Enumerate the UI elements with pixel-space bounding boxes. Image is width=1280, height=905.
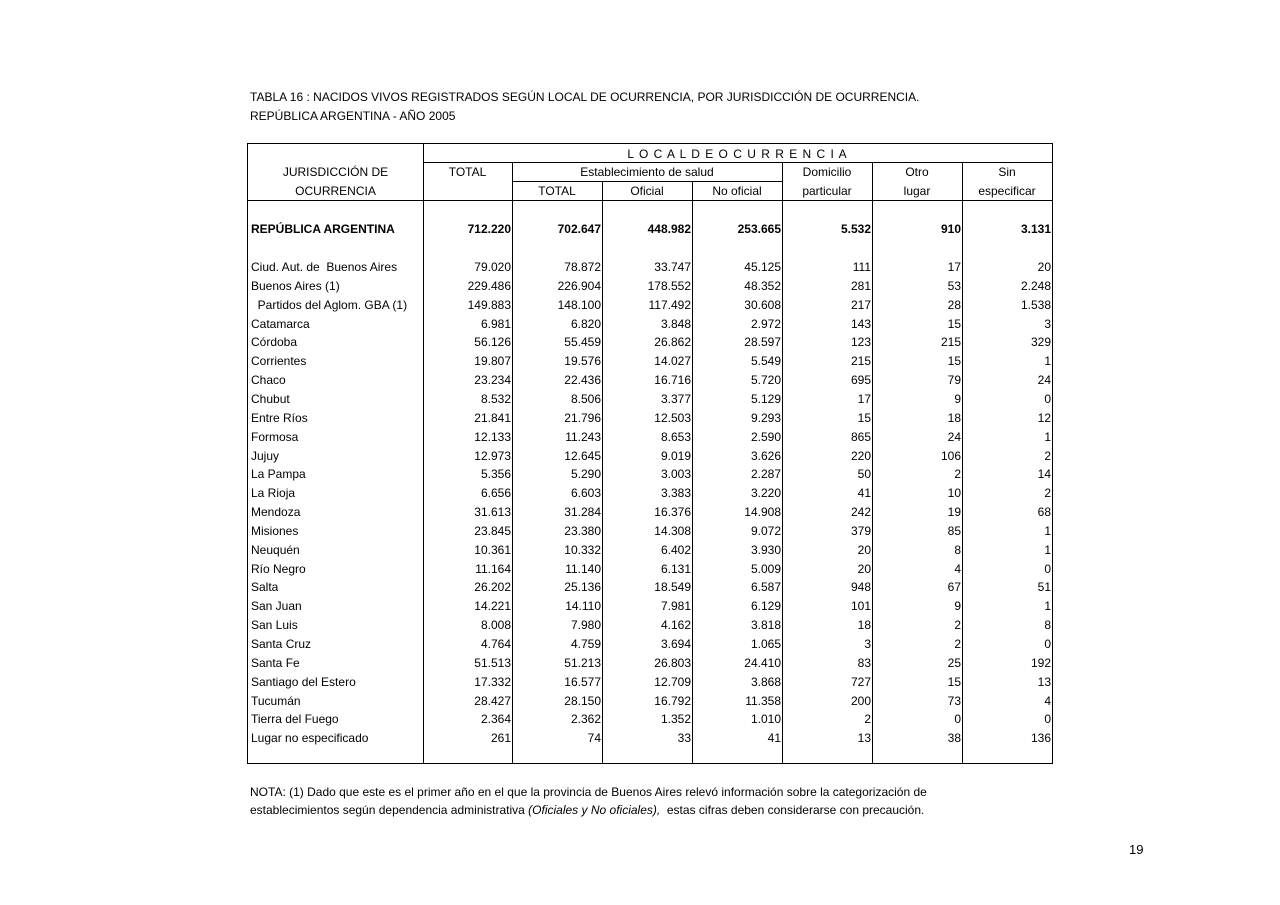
cell-domicilio: 281 (850, 278, 871, 293)
cell-otro: 4 (954, 561, 961, 576)
cell-domicilio: 83 (857, 655, 871, 670)
cell-otro: 28 (947, 297, 961, 312)
cell-total: 6.981 (480, 316, 511, 331)
cell-oficial: 16.792 (654, 693, 691, 708)
cell-otro: 85 (947, 523, 961, 538)
cell-total: 2.364 (480, 712, 511, 727)
cell-otro: 9 (954, 599, 961, 614)
cell-total: 149.883 (467, 297, 511, 312)
cell-jurisdiccion: San Luis (251, 618, 298, 633)
table-row (248, 522, 1054, 541)
cell-otro: 910 (940, 222, 961, 236)
table-row (248, 654, 1054, 673)
cell-total: 14.221 (474, 599, 511, 614)
cell-otro: 2 (954, 637, 961, 651)
cell-domicilio: 111 (852, 260, 871, 274)
cell-jurisdiccion: Santiago del Estero (251, 674, 356, 689)
cell-total: 26.202 (474, 580, 511, 595)
cell-total: 21.841 (474, 410, 511, 425)
cell-jurisdiccion: Formosa (251, 429, 299, 444)
cell-sin: 4 (1044, 693, 1051, 708)
header-domicilio-2: particular (802, 184, 852, 198)
cell-est-total: 74 (587, 731, 601, 746)
cell-jurisdiccion: Jujuy (251, 448, 280, 463)
cell-jurisdiccion: Mendoza (251, 505, 301, 520)
cell-domicilio: 41 (857, 486, 871, 501)
table-row (248, 428, 1054, 447)
cell-no-oficial: 45.125 (744, 260, 781, 274)
cell-total: 28.427 (474, 693, 511, 708)
cell-no-oficial: 3.626 (750, 448, 781, 463)
cell-est-total: 12.645 (564, 448, 601, 463)
cell-sin: 2 (1044, 486, 1051, 501)
cell-otro: 18 (947, 410, 961, 425)
cell-jurisdiccion: Chubut (251, 391, 290, 406)
cell-est-total: 19.576 (564, 354, 601, 369)
cell-domicilio: 101 (850, 599, 871, 614)
cell-est-total: 21.796 (564, 410, 601, 425)
cell-oficial: 3.694 (660, 637, 691, 651)
cell-est-total: 10.332 (564, 542, 601, 557)
cell-est-total: 11.140 (565, 561, 601, 576)
cell-otro: 79 (947, 373, 961, 388)
cell-oficial: 16.716 (654, 373, 691, 388)
cell-domicilio: 217 (850, 297, 871, 312)
cell-est-total: 2.362 (570, 712, 601, 727)
table-row (248, 560, 1054, 579)
header-oficial: Oficial (630, 184, 664, 198)
table-row (248, 390, 1054, 409)
cell-domicilio: 695 (850, 373, 871, 388)
cell-est-total: 28.150 (564, 693, 601, 708)
header-jurisdiccion-1: JURISDICCIÓN DE (282, 165, 389, 179)
cell-domicilio: 242 (850, 505, 871, 520)
cell-total: 4.764 (480, 637, 511, 651)
cell-no-oficial: 11.358 (745, 693, 781, 708)
cell-jurisdiccion: Chaco (251, 373, 286, 388)
cell-domicilio: 948 (850, 580, 871, 595)
header-total: TOTAL (448, 165, 487, 179)
cell-otro: 0 (954, 712, 961, 727)
cell-oficial: 3.383 (660, 486, 691, 501)
header-rule (248, 200, 1052, 201)
table-row (248, 258, 1054, 277)
cell-otro: 17 (947, 260, 961, 274)
cell-est-total: 5.290 (570, 467, 601, 482)
cell-jurisdiccion: Santa Fe (251, 655, 300, 670)
table-row (248, 597, 1054, 616)
cell-domicilio: 17 (857, 391, 871, 406)
table-row (248, 315, 1054, 334)
cell-sin: 0 (1044, 391, 1051, 406)
cell-otro: 8 (954, 542, 961, 557)
cell-sin: 1.538 (1020, 297, 1051, 312)
cell-oficial: 178.552 (647, 278, 691, 293)
table-row (248, 333, 1054, 352)
cell-est-total: 8.506 (570, 391, 601, 406)
cell-otro: 53 (947, 278, 961, 293)
cell-oficial: 3.003 (660, 467, 691, 482)
cell-otro: 25 (947, 655, 961, 670)
data-table (247, 143, 1053, 764)
cell-sin: 136 (1030, 731, 1051, 746)
header-domicilio-1: Domicilio (802, 165, 852, 179)
cell-jurisdiccion: La Rioja (251, 486, 296, 501)
cell-domicilio: 20 (857, 561, 871, 576)
cell-est-total: 25.136 (564, 580, 601, 595)
cell-jurisdiccion: Córdoba (251, 335, 298, 350)
cell-oficial: 7.981 (660, 599, 691, 614)
cell-no-oficial: 30.608 (744, 297, 781, 312)
cell-jurisdiccion: Catamarca (251, 316, 310, 331)
cell-no-oficial: 3.868 (750, 674, 781, 689)
cell-sin: 24 (1037, 373, 1051, 388)
cell-domicilio: 215 (850, 354, 871, 369)
table-row (248, 447, 1054, 466)
cell-domicilio: 18 (857, 618, 871, 633)
table-row (248, 409, 1054, 428)
cell-no-oficial: 3.220 (750, 486, 781, 501)
cell-jurisdiccion: San Juan (251, 599, 302, 614)
cell-oficial: 33 (677, 731, 691, 746)
cell-est-total: 55.459 (564, 335, 601, 350)
cell-sin: 13 (1037, 674, 1051, 689)
cell-total: 8.532 (480, 391, 511, 406)
cell-jurisdiccion: Corrientes (251, 354, 307, 369)
cell-est-total: 22.436 (564, 373, 601, 388)
cell-est-total: 6.820 (570, 316, 601, 331)
cell-est-total: 31.284 (564, 505, 601, 520)
cell-est-total: 148.100 (557, 297, 601, 312)
cell-no-oficial: 2.972 (750, 316, 781, 331)
cell-jurisdiccion: La Pampa (251, 467, 306, 482)
header-local-ocurrencia: L O C A L D E O C U R R E N C I A (627, 147, 848, 161)
cell-no-oficial: 14.908 (744, 505, 781, 520)
cell-est-total: 702.647 (557, 222, 601, 236)
cell-est-total: 7.980 (570, 618, 601, 633)
cell-sin: 12 (1037, 410, 1051, 425)
cell-no-oficial: 41 (767, 731, 781, 746)
cell-no-oficial: 2.287 (750, 467, 781, 482)
header-sin-1: Sin (998, 165, 1016, 179)
cell-no-oficial: 1.010 (750, 712, 781, 727)
cell-jurisdiccion: Ciud. Aut. de Buenos Aires (251, 260, 398, 274)
cell-oficial: 9.019 (660, 448, 691, 463)
cell-oficial: 12.709 (654, 674, 691, 689)
table-row (248, 541, 1054, 560)
cell-total: 8.008 (480, 618, 511, 633)
cell-jurisdiccion: Salta (251, 580, 279, 595)
header-jurisdiccion-2: OCURRENCIA (295, 184, 376, 198)
cell-otro: 67 (947, 580, 961, 595)
cell-domicilio: 727 (850, 674, 871, 689)
cell-otro: 15 (947, 354, 961, 369)
cell-total: 19.807 (474, 354, 511, 369)
cell-total: 261 (490, 731, 511, 746)
cell-est-total: 11.243 (565, 429, 601, 444)
cell-est-total: 23.380 (564, 523, 601, 538)
cell-jurisdiccion: Lugar no especificado (251, 731, 369, 746)
cell-sin: 14 (1037, 467, 1051, 482)
cell-sin: 329 (1030, 335, 1051, 350)
cell-oficial: 4.162 (660, 618, 691, 633)
cell-oficial: 3.377 (660, 391, 691, 406)
table-row (248, 729, 1054, 748)
cell-sin: 68 (1037, 505, 1051, 520)
table-row (248, 710, 1054, 729)
cell-no-oficial: 1.065 (750, 637, 781, 651)
cell-jurisdiccion: Entre Ríos (251, 410, 308, 425)
cell-total: 229.486 (467, 278, 511, 293)
cell-est-total: 14.110 (565, 599, 601, 614)
cell-oficial: 448.982 (647, 222, 691, 236)
cell-total: 56.126 (474, 335, 511, 350)
table-row (248, 352, 1054, 371)
table-title: TABLA 16 : NACIDOS VIVOS REGISTRADOS SEGÚN LOCAL DE OCURRENCIA, POR JURISDICCIÓN DE OCURRENCIA. (250, 90, 920, 104)
header-rule (512, 181, 782, 182)
cell-no-oficial: 28.597 (744, 335, 781, 350)
header-sin-2: especificar (978, 184, 1036, 198)
cell-total: 10.361 (474, 542, 511, 557)
cell-total: 712.220 (467, 222, 511, 236)
cell-est-total: 226.904 (557, 278, 601, 293)
cell-oficial: 12.503 (654, 410, 691, 425)
cell-est-total: 6.603 (570, 486, 601, 501)
cell-oficial: 6.402 (660, 542, 691, 557)
cell-otro: 24 (947, 429, 961, 444)
cell-total: 17.332 (474, 674, 511, 689)
cell-sin: 0 (1044, 561, 1051, 576)
cell-jurisdiccion: Buenos Aires (1) (251, 278, 340, 293)
cell-no-oficial: 48.352 (744, 278, 781, 293)
cell-otro: 73 (947, 693, 961, 708)
cell-domicilio: 13 (857, 731, 871, 746)
cell-domicilio: 50 (857, 467, 871, 482)
cell-no-oficial: 3.818 (750, 618, 781, 633)
cell-oficial: 6.131 (660, 561, 691, 576)
cell-est-total: 51.213 (564, 655, 601, 670)
cell-sin: 2.248 (1020, 278, 1051, 293)
cell-est-total: 4.759 (570, 637, 601, 651)
cell-oficial: 3.848 (660, 316, 691, 331)
header-est-total: TOTAL (538, 184, 576, 198)
header-otro-1: Otro (905, 165, 929, 179)
cell-otro: 38 (947, 731, 961, 746)
table-subtitle: REPÚBLICA ARGENTINA - AÑO 2005 (250, 109, 456, 123)
cell-oficial: 117.492 (648, 297, 691, 312)
cell-sin: 1 (1044, 523, 1051, 538)
cell-domicilio: 3 (864, 637, 871, 651)
table-row (248, 503, 1054, 522)
table-row (248, 277, 1054, 296)
cell-otro: 2 (954, 618, 961, 633)
cell-total: 31.613 (474, 505, 511, 520)
cell-sin: 2 (1044, 448, 1051, 463)
cell-sin: 1 (1044, 542, 1051, 557)
cell-oficial: 26.862 (654, 335, 691, 350)
cell-domicilio: 123 (850, 335, 871, 350)
cell-otro: 19 (947, 505, 961, 520)
cell-jurisdiccion: Tucumán (251, 693, 301, 708)
note-line-2 (250, 803, 924, 817)
cell-oficial: 8.653 (660, 429, 691, 444)
cell-domicilio: 379 (850, 523, 871, 538)
cell-oficial: 14.308 (654, 523, 691, 538)
header-no-oficial: No oficial (712, 184, 762, 198)
cell-domicilio: 865 (850, 429, 871, 444)
cell-domicilio: 15 (857, 410, 871, 425)
cell-no-oficial: 5.549 (750, 354, 781, 369)
cell-domicilio: 2 (864, 712, 871, 727)
cell-otro: 9 (954, 391, 961, 406)
cell-sin: 1 (1044, 599, 1051, 614)
cell-sin: 3 (1044, 316, 1051, 331)
table-row (248, 578, 1054, 597)
cell-total: 23.845 (474, 523, 511, 538)
cell-sin: 8 (1044, 618, 1051, 633)
cell-sin: 0 (1044, 637, 1051, 651)
cell-oficial: 26.803 (654, 655, 691, 670)
cell-domicilio: 220 (850, 448, 871, 463)
table-row (248, 673, 1054, 692)
cell-est-total: 16.577 (564, 674, 601, 689)
cell-total: 23.234 (474, 373, 511, 388)
cell-total: 6.656 (480, 486, 511, 501)
table-row (248, 635, 1054, 654)
cell-jurisdiccion: Partidos del Aglom. GBA (1) (251, 297, 408, 312)
cell-total: 5.356 (480, 467, 511, 482)
note-text-a: establecimientos según dependencia administrativa (250, 803, 529, 817)
cell-otro: 15 (947, 674, 961, 689)
cell-oficial: 33.747 (654, 260, 691, 274)
note-line-1: NOTA: (1) Dado que este es el primer año en el que la provincia de Buenos Aires relevó información sobre la categorización de (250, 785, 927, 799)
header-otro-2: lugar (903, 184, 931, 198)
table-row (248, 616, 1054, 635)
cell-otro: 10 (947, 486, 961, 501)
cell-total: 11.164 (475, 561, 511, 576)
cell-sin: 51 (1037, 580, 1051, 595)
cell-no-oficial: 6.129 (750, 599, 781, 614)
header-establecimiento: Establecimiento de salud (580, 165, 714, 179)
cell-otro: 15 (947, 316, 961, 331)
cell-oficial: 16.376 (654, 505, 691, 520)
cell-sin: 192 (1030, 655, 1051, 670)
cell-no-oficial: 9.072 (750, 523, 781, 538)
cell-jurisdiccion: REPÚBLICA ARGENTINA (251, 222, 395, 236)
cell-domicilio: 20 (857, 542, 871, 557)
cell-domicilio: 200 (850, 693, 871, 708)
table-row (248, 484, 1054, 503)
cell-otro: 215 (940, 335, 961, 350)
cell-domicilio: 143 (850, 316, 871, 331)
cell-sin: 3.131 (1020, 222, 1051, 236)
cell-no-oficial: 5.009 (750, 561, 781, 576)
cell-oficial: 1.352 (660, 712, 691, 727)
cell-oficial: 14.027 (654, 354, 691, 369)
cell-total: 12.133 (474, 429, 511, 444)
cell-no-oficial: 5.129 (750, 391, 781, 406)
page-number: 19 (1129, 842, 1144, 857)
table-row (248, 296, 1054, 315)
cell-sin: 1 (1044, 354, 1051, 369)
cell-total: 51.513 (474, 655, 511, 670)
cell-no-oficial: 2.590 (750, 429, 781, 444)
cell-no-oficial: 3.930 (750, 542, 781, 557)
note-text-b: estas cifras deben considerarse con precaución. (660, 803, 925, 817)
cell-sin: 20 (1037, 260, 1051, 274)
cell-no-oficial: 9.293 (750, 410, 781, 425)
cell-total: 79.020 (474, 260, 511, 274)
cell-no-oficial: 24.410 (744, 655, 781, 670)
cell-jurisdiccion: Misiones (251, 523, 299, 538)
cell-total: 12.973 (474, 448, 511, 463)
cell-jurisdiccion: Río Negro (251, 561, 306, 576)
cell-jurisdiccion: Tierra del Fuego (251, 712, 339, 727)
table-row (248, 465, 1054, 484)
cell-otro: 106 (940, 448, 961, 463)
header-rule (423, 162, 1052, 163)
cell-domicilio: 5.532 (840, 222, 871, 236)
cell-sin: 0 (1044, 712, 1051, 727)
cell-sin: 1 (1044, 429, 1051, 444)
cell-otro: 2 (954, 467, 961, 482)
note-text-italic: (Oficiales y No oficiales), (528, 803, 661, 817)
cell-no-oficial: 5.720 (750, 373, 781, 388)
table-row (248, 692, 1054, 711)
cell-no-oficial: 253.665 (737, 222, 781, 236)
summary-row (248, 220, 1054, 239)
cell-oficial: 18.549 (654, 580, 691, 595)
cell-jurisdiccion: Neuquén (251, 542, 300, 557)
table-row (248, 371, 1054, 390)
cell-jurisdiccion: Santa Cruz (251, 637, 312, 651)
cell-no-oficial: 6.587 (750, 580, 781, 595)
cell-est-total: 78.872 (564, 260, 601, 274)
